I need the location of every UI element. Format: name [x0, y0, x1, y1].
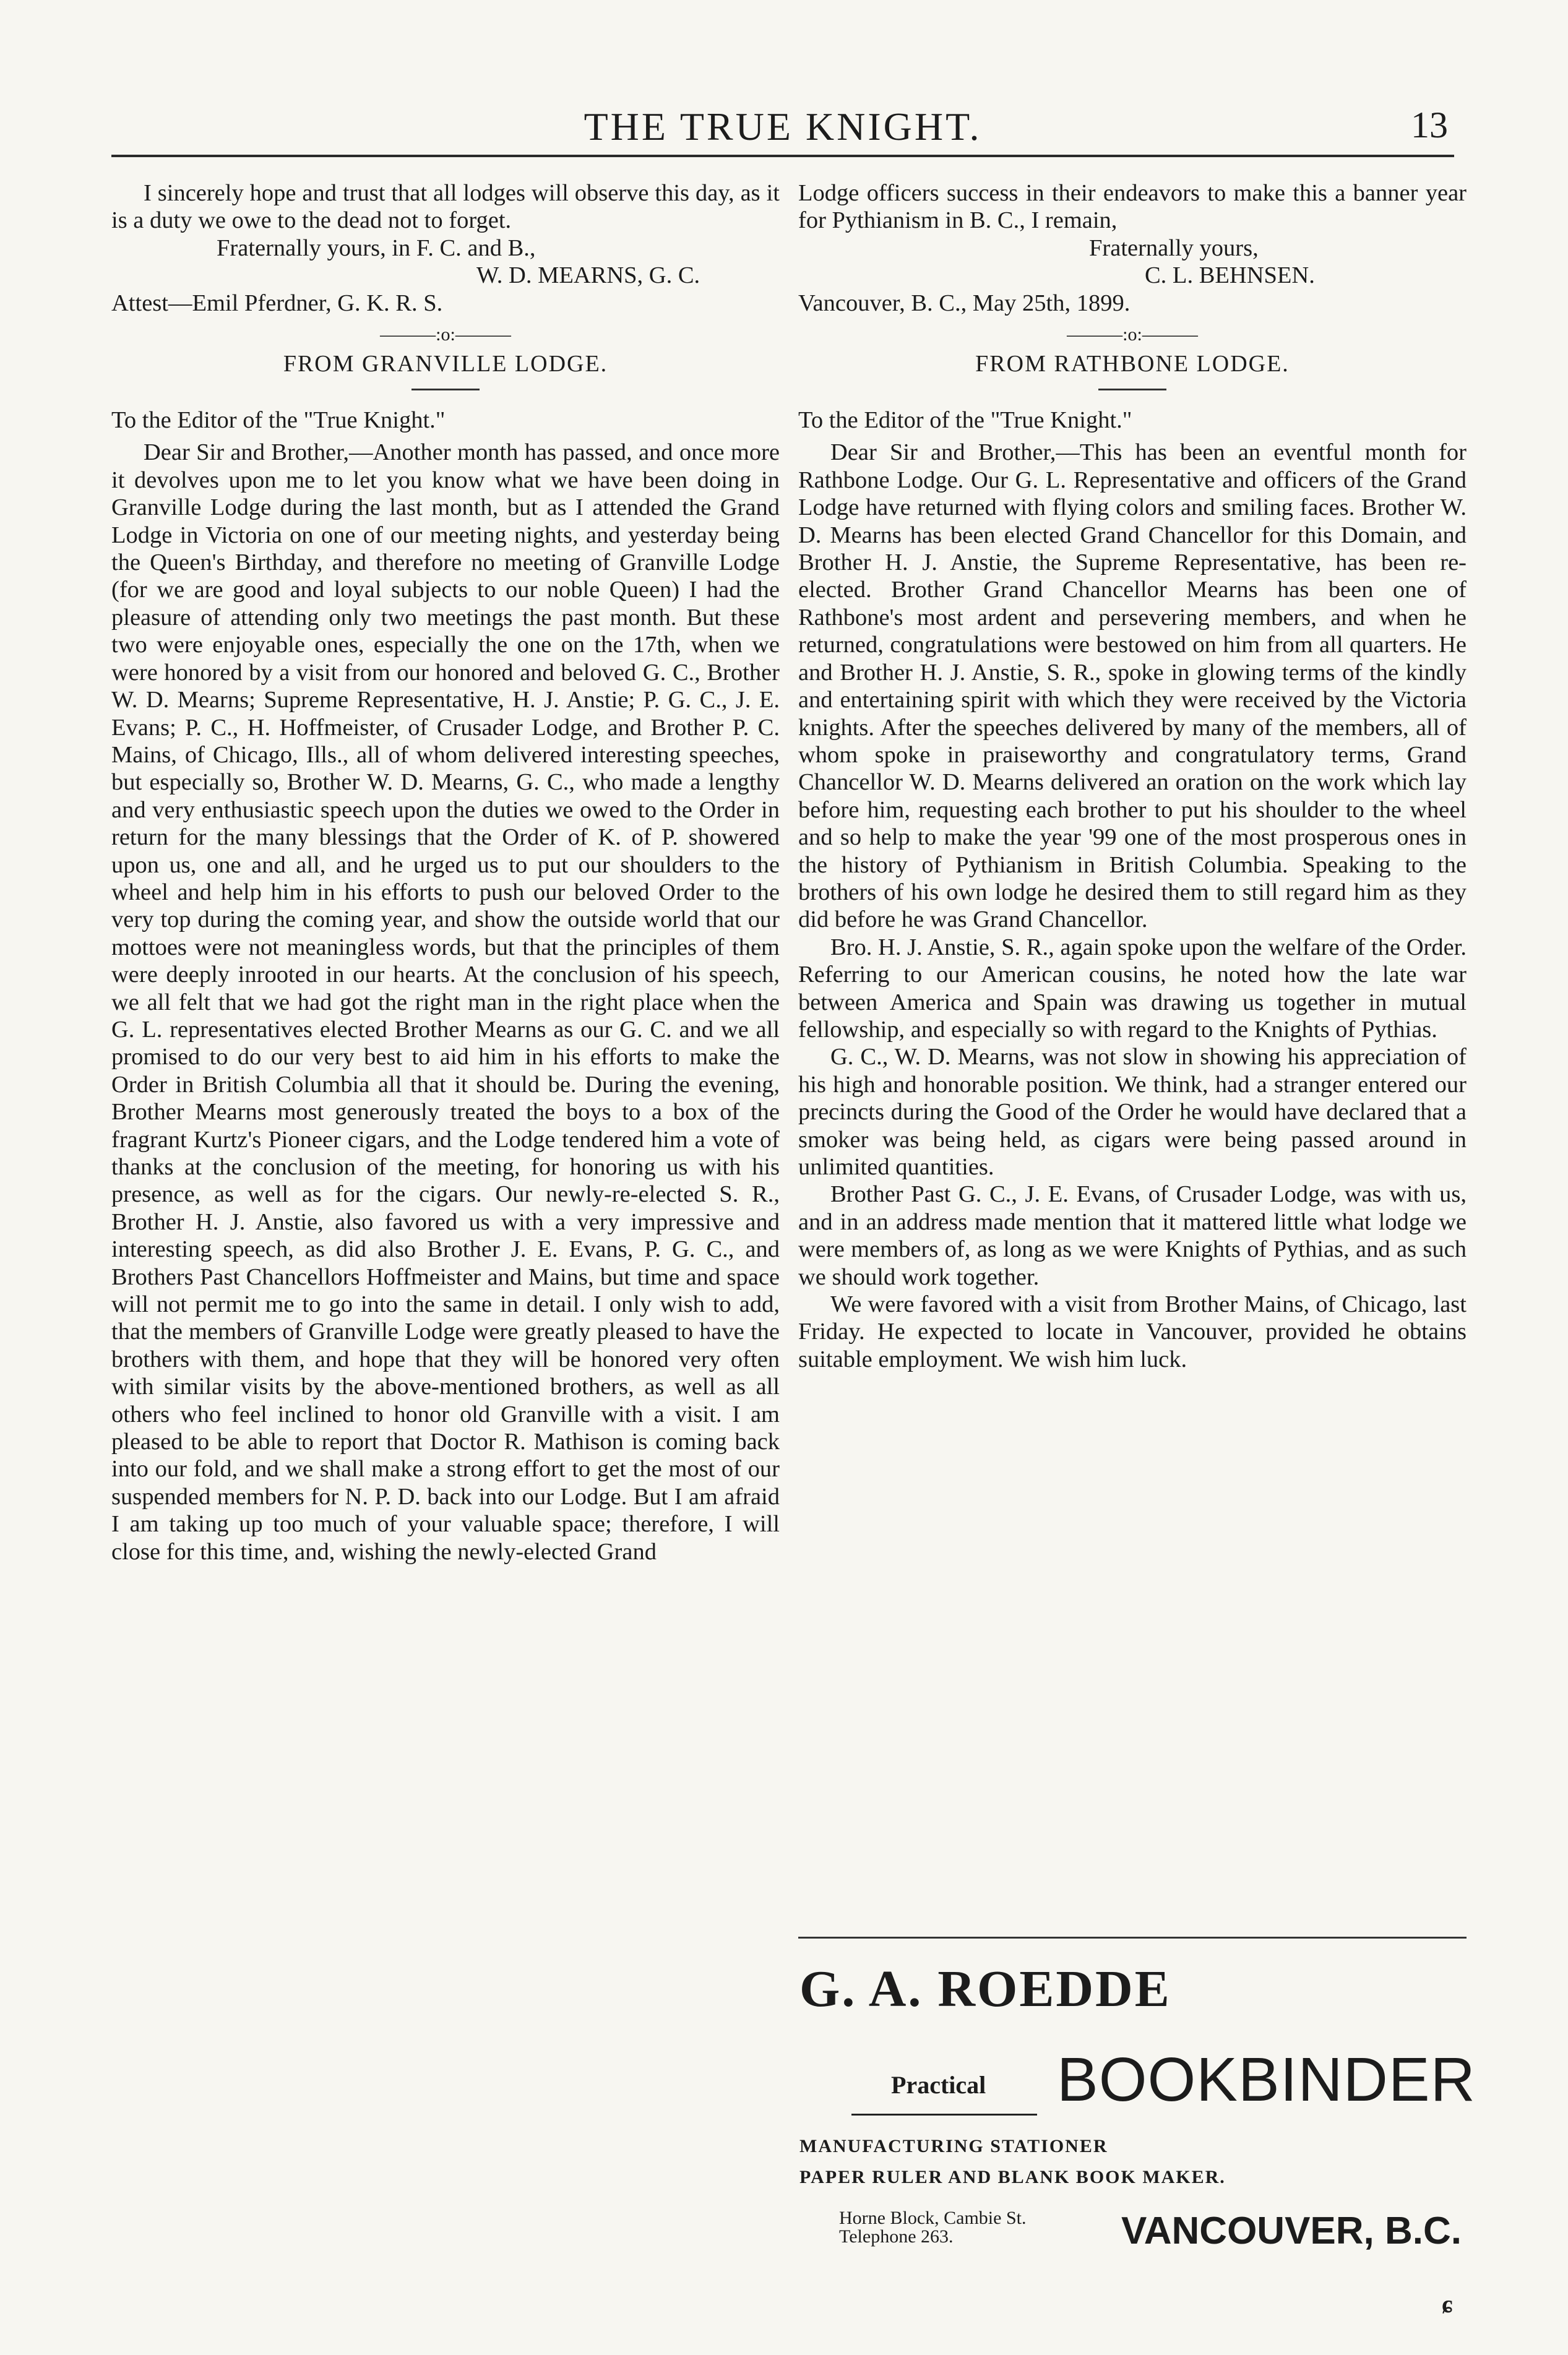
section-divider: ———:o:——— [1067, 324, 1198, 345]
granville-letter-body: Dear Sir and Brother,—Another month has passed, and once more it devolves upon me to let you know what we have been doing in Granville Lodge during the last month, but as I attended the Grand Lodge in Victoria on one of our meeting nights, and yesterday being the Queen's Birthday, and therefore no meeting of Granville Lodge (for we are good and loyal subjects to our noble Queen) I had the pleasure of attending only two meetings the past month. But these two were enjoyable ones, especially the one on the 17th, when we were honored by a visit from our honored and beloved G. C., Brother W. D. Mearns; Supreme Representative, H. J. Anstie; P. G. C., J. E. Evans; P. C., H. Hoffmeister, of Crusader Lodge, and Brother P. C. Mains, of Chicago, Ills., all of whom delivered interesting speeches, but especially so, Brother W. D. Mearns, G. C., who made a lengthy and very enthusiastic speech upon the duties we owed to the Order in return for the many blessings that the Order of K. of P. showered upon us, one and all, and he urged us to put our shoulders to the wheel and help him in his efforts to push our beloved Order to the very top during the coming year, and show the outside world that our mottoes were not meaningless words, but that the principles of them were deeply inrooted in our hearts. At the conclusion of his speech, we all felt that we had got the right man in the right place when the G. L. representatives elected Brother Mearns as our G. C. and we all promised to do our very best to aid him in his efforts to make the Order in British Columbia all that it should be. During the evening, Brother Mearns most generously treated the boys to a box of the fragrant Kurtz's Pioneer cigars, and the Lodge tendered him a vote of thanks at the conclusion of the meeting, for honoring us with his presence, as well as for the cigars. Our newly-re-elected S. R., Brother H. J. Anstie, also favored us with a very impressive and interesting speech, as did also Brother J. E. Evans, P. G. C., and Brothers Past Chancellors Hoffmeister and Mains, but time and space will not permit me to go into the same in detail. I only wish to add, that the members of Granville Lodge were greatly pleased to have the brothers with them, and hope that they will be honored very often with similar visits by the above-mentioned brothers, as well as all others who feel inclined to honor old Granville with a visit. I am pleased to be able to report that Doctor R. Mathison is coming back into our fold, and we shall make a strong effort to get the most of our suspended members for N. P. D. back into our Lodge. But I am afraid I am taking up too much of your valuable space; therefore, I will close for this time, and, wishing the newly-elected Grand [111, 439, 780, 1565]
dateline: Vancouver, B. C., May 25th, 1899. [798, 290, 1131, 316]
ad-address [839, 2209, 1026, 2246]
section-heading-rathbone: FROM RATHBONE LODGE. [975, 351, 1290, 377]
ad-address-telephone: Telephone 263. [839, 2226, 954, 2247]
page-number: 13 [1411, 105, 1448, 145]
rathbone-paragraph: Bro. H. J. Anstie, S. R., again spoke upon the welfare of the Order. Referring to our American cousins, he noted how the late war between America and Spain was drawing us together in mutual fellowship, and especially so with regard to the Knights of Pythias. [798, 934, 1467, 1043]
roedde-advertisement [798, 1937, 1476, 2258]
closing-paragraph: I sincerely hope and trust that all lodges will observe this day, as it is a duty we owe to the dead not to forget. [111, 180, 780, 234]
editor-salutation: To the Editor of the "True Knight." [798, 407, 1132, 434]
rathbone-paragraph: G. C., W. D. Mearns, was not slow in showing his appreciation of his high and honorable position. We think, had a stranger entered our precincts during the Good of the Order he would have declared that a smoker was being held, as cigars were being passed around in unlimited quantities. [798, 1044, 1467, 1180]
ad-practical-rule [851, 2114, 1037, 2116]
section-heading-granville: FROM GRANVILLE LODGE. [283, 351, 608, 377]
ad-ruler-line: PAPER RULER AND BLANK BOOK MAKER. [799, 2167, 1226, 2187]
ad-city: VANCOUVER, B.C. [1121, 2210, 1462, 2252]
signature-behnsen: C. L. BEHNSEN. [1145, 262, 1315, 289]
rathbone-paragraph: Dear Sir and Brother,—This has been an eventful month for Rathbone Lodge. Our G. L. Representative and officers of the Grand Lodge have returned with flying colors and smiling faces. Brother W. D. Mearns has been elected Grand Chancellor for this Domain, and Brother H. J. Anstie, the Supreme Representative, has been re-elected. Brother Grand Chancellor Mearns has been one of Rathbone's most ardent and persevering members, and when he returned, congratulations were bestowed on him from all quarters. He and Brother H. J. Anstie, S. R., spoke in glowing terms of the kindly and entertaining spirit with which they were received by the Victoria knights. After the speeches delivered by many of the members, all of whom spoke in praiseworthy and congratulatory terms, Grand Chancellor W. D. Mearns delivered an oration on the work which lay before him, requesting each brother to put his shoulder to the wheel and so help to make the year '99 one of the most prosperous ones in the history of Pythianism in British Columbia. Speaking to the brothers of his own lodge he desired them to still regard him as they did before he was Grand Chancellor. [798, 439, 1467, 933]
continued-paragraph: Lodge officers success in their endeavors to make this a banner year for Pythianism in B. C., I remain, [798, 180, 1467, 234]
ad-bookbinder-label: BOOKBINDER [1057, 2045, 1476, 2114]
heading-rule [1098, 389, 1166, 390]
rathbone-paragraph: We were favored with a visit from Brother Mains, of Chicago, last Friday. He expected to locate in Vancouver, provided he obtains suitable employment. We wish him luck. [798, 1291, 1467, 1372]
ad-address-street: Horne Block, Cambie St. [839, 2208, 1027, 2228]
ad-practical-label: Practical [891, 2071, 986, 2099]
rathbone-paragraph: Brother Past G. C., J. E. Evans, of Crusader Lodge, was with us, and in an address made mention that it mattered little what lodge we were members of, as long as we were Knights of Pythias, and as such we should work together. [798, 1181, 1467, 1290]
right-column [798, 179, 1467, 1373]
ad-top-rule [798, 1937, 1467, 1939]
section-divider: ———:o:——— [380, 324, 511, 345]
ad-business-name: G. A. ROEDDE [799, 1960, 1171, 2018]
fraternal-closing: Fraternally yours, [1089, 235, 1259, 261]
running-title: THE TRUE KNIGHT. [584, 105, 982, 149]
ad-stationer-line: MANUFACTURING STATIONER [799, 2136, 1108, 2156]
page-header [111, 93, 1454, 157]
fraternal-closing: Fraternally yours, in F. C. and B., [217, 235, 536, 261]
attestation: Attest—Emil Pferdner, G. K. R. S. [111, 290, 443, 316]
printer-mark: ɕ [1442, 2290, 1453, 2318]
heading-rule [411, 389, 480, 390]
signature-mearns: W. D. MEARNS, G. C. [476, 262, 700, 289]
editor-salutation: To the Editor of the "True Knight." [111, 407, 446, 434]
left-column [111, 179, 780, 1565]
